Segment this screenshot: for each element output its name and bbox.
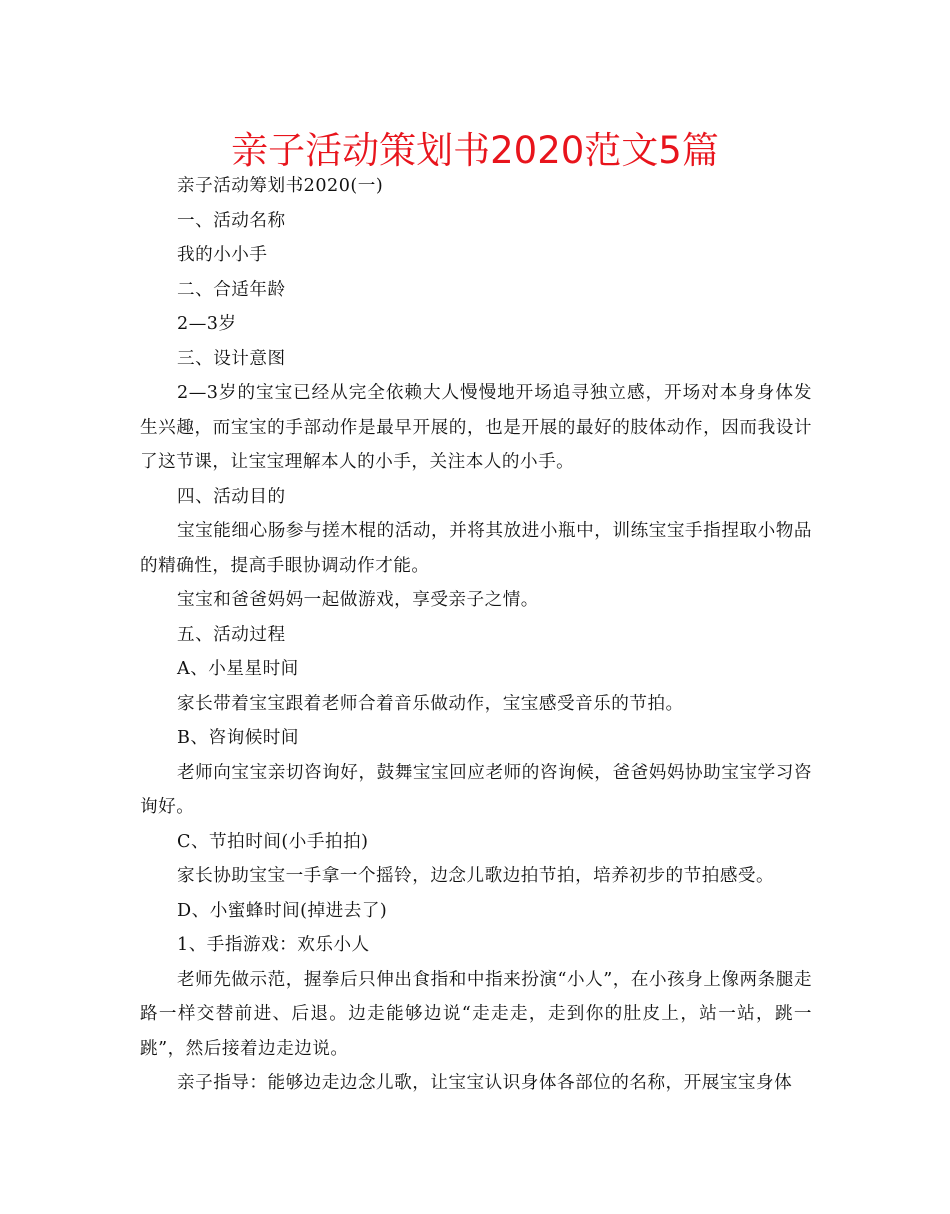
list-item: 1、手指游戏：欢乐小人 <box>177 935 370 955</box>
section-heading: 三、设计意图 <box>177 348 286 369</box>
section-heading: 四、活动目的 <box>177 486 286 507</box>
paragraph: 宝宝和爸爸妈妈一起做游戏，享受亲子之情。 <box>177 590 539 610</box>
paragraph: 2—3岁的宝宝已经从完全依赖大人慢慢地开场追寻独立感，开场对本身身体发生兴趣，而宝宝的手部动作是最早开展的，也是开展的最好的肢体动作，因而我设计了这节课，让宝宝理解本人的小手，关注本人的小手。 <box>140 383 812 472</box>
subsection-heading: D、小蜜蜂时间(掉进去了) <box>177 900 388 921</box>
paragraph: 亲子指导：能够边走边念儿歌，让宝宝认识身体各部位的名称，开展宝宝身体 <box>177 1073 793 1093</box>
section-heading: 一、活动名称 <box>177 210 286 231</box>
subsection-heading: A、小星星时间 <box>177 659 299 679</box>
paragraph: 家长带着宝宝跟着老师合着音乐做动作，宝宝感受音乐的节拍。 <box>177 693 684 714</box>
paragraph: 2—3岁 <box>177 314 237 334</box>
subsection-heading: C、节拍时间(小手拍拍) <box>177 831 369 852</box>
paragraph: 老师向宝宝亲切咨询好，鼓舞宝宝回应老师的咨询候，爸爸妈妈协助宝宝学习咨询好。 <box>140 762 812 817</box>
section-heading: 二、合适年龄 <box>177 279 286 300</box>
paragraph: 老师先做示范，握拳后只伸出食指和中指来扮演“小人”，在小孩身上像两条腿走路一样交替前进、后退。边走能够边说“走走走，走到你的肚皮上，站一站，跳一跳”，然后接着边走边说。 <box>140 969 812 1059</box>
document-body <box>140 169 812 1101</box>
document-title: 亲子活动策划书2020范文5篇 <box>231 129 719 172</box>
paragraph: 亲子活动筹划书2020(一) <box>177 176 384 196</box>
paragraph: 宝宝能细心肠参与搓木棍的活动，并将其放进小瓶中，训练宝宝手指捏取小物品的精确性，提高手眼协调动作才能。 <box>140 521 812 576</box>
section-heading: 五、活动过程 <box>177 624 286 645</box>
paragraph: 家长协助宝宝一手拿一个摇铃，边念儿歌边拍节拍，培养初步的节拍感受。 <box>177 866 775 886</box>
subsection-heading: B、咨询候时间 <box>177 728 299 748</box>
paragraph: 我的小小手 <box>177 245 268 265</box>
